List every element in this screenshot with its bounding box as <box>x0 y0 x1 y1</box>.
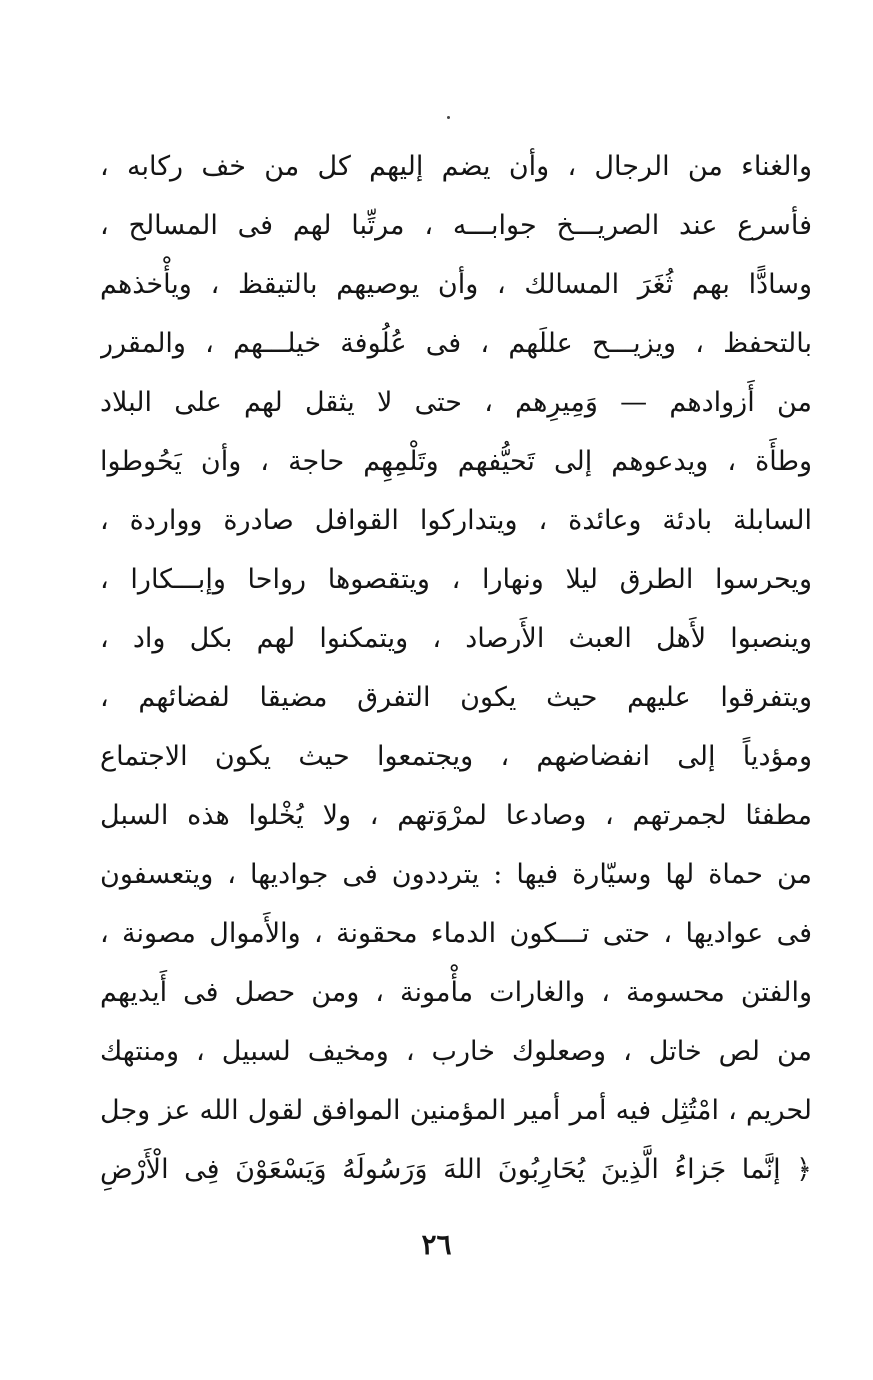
text-line: من لص خاتل ، وصعلوك خارب ، ومخيف لسبيل ، ومنتهك <box>100 1036 812 1067</box>
text-line: ويتفرقوا عليهم حيث يكون التفرق مضيقا لفضائهم ، <box>100 682 812 713</box>
page-number: ٢٦ <box>421 1228 452 1261</box>
text-line: فى عواديها ، حتى تـــكون الدماء محقونة ، والأَموال مصونة ، <box>100 918 812 949</box>
quran-verse-line: ﴿ إنَّما جَزاءُ الَّذِينَ يُحَارِبُونَ اللهَ وَرَسُولَهُ وَيَسْعَوْنَ فِى الْأَرْضِ <box>100 1154 812 1185</box>
text-line: مطفئا لجمرتهم ، وصادعا لمرْوَتهم ، ولا يُخْلوا هذه السبل <box>100 800 812 831</box>
body-text <box>100 137 812 1199</box>
text-line: وطأَة ، ويدعوهم إلى تَحيُّفهم وتَلْمِهِم حاجة ، وأن يَحُوطوا <box>100 446 812 477</box>
text-line: السابلة بادئة وعائدة ، ويتداركوا القوافل صادرة وواردة ، <box>100 505 812 536</box>
speck-mark <box>447 116 450 119</box>
text-line: ومؤدياً إلى انفضاضهم ، ويجتمعوا حيث يكون الاجتماع <box>100 741 812 772</box>
text-line: من أَزوادهم — وَمِيرِهم ، حتى لا يثقل لهم على البلاد <box>100 387 812 418</box>
text-line: والغناء من الرجال ، وأن يضم إليهم كل من خف ركابه ، <box>100 151 812 182</box>
text-line: لحريم ، امْتُثِل فيه أمر أمير المؤمنين الموافق لقول الله عز وجل <box>100 1095 812 1126</box>
text-line: بالتحفظ ، ويزيـــح عللَهم ، فى عُلُوفة خيلـــهم ، والمقرر <box>100 328 812 359</box>
text-line: ويحرسوا الطرق ليلا ونهارا ، ويتقصوها رواحا وإبـــكارا ، <box>100 564 812 595</box>
text-line: وسادًّا بهم ثُغَرَ المسالك ، وأن يوصيهم بالتيقظ ، ويأْخذهم <box>100 269 812 300</box>
text-line: وينصبوا لأَهل العبث الأَرصاد ، ويتمكنوا لهم بكل واد ، <box>100 623 812 654</box>
text-line: فأسرع عند الصريـــخ جوابـــه ، مرتِّبا لهم فى المسالح ، <box>100 210 812 241</box>
text-line: من حماة لها وسيّارة فيها : يترددون فى جواديها ، ويتعسفون <box>100 859 812 890</box>
text-line: والفتن محسومة ، والغارات مأْمونة ، ومن حصل فى أَيديهم <box>100 977 812 1008</box>
